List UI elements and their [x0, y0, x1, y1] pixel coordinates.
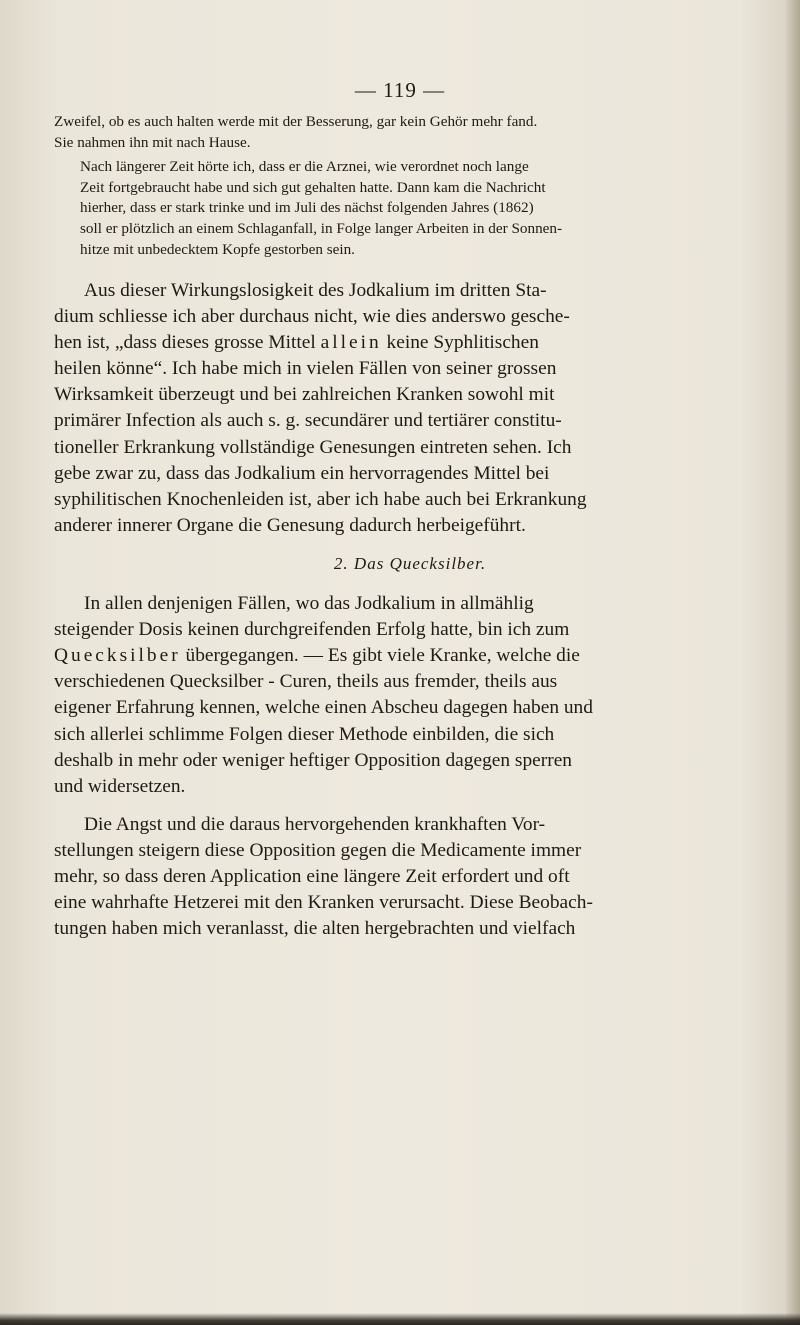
page-number: — 119 —	[354, 78, 446, 102]
text-line: anderer innerer Organe die Genesung dadurch herbeigeführt.	[54, 514, 526, 536]
small-paragraph-report	[54, 157, 766, 260]
text-line-emphasis	[54, 330, 766, 356]
text-line: deshalb in mehr oder weniger heftiger Opposition dagegen sperren	[54, 749, 572, 771]
text-line: steigender Dosis keinen durchgreifenden Erfolg hatte, bin ich zum	[54, 619, 570, 641]
emphasized-word: Quecksilber	[54, 645, 181, 667]
text-line: Wirksamkeit überzeugt und bei zahlreichen Kranken sowohl mit	[54, 384, 555, 406]
text-line: eine wahrhafte Hetzerei mit den Kranken verursacht. Diese Beobach-	[54, 892, 593, 914]
text-segment: keine Syphlitischen	[381, 332, 539, 354]
text-segment: hen ist, „dass dieses grosse Mittel	[54, 332, 321, 354]
page-bottom-edge	[0, 1313, 800, 1325]
text-line: und widersetzen.	[54, 775, 186, 797]
paragraph-quecksilber	[54, 591, 766, 800]
section-heading: 2. Das Quecksilber.	[333, 553, 487, 573]
text-line: syphilitischen Knochenleiden ist, aber ich habe auch bei Erkrankung	[54, 488, 587, 510]
text-line-emphasis	[54, 643, 766, 669]
text-line: Sie nahmen ihn mit nach Hause.	[54, 133, 251, 151]
text-line: stellungen steigern diese Opposition gegen die Medicamente immer	[54, 839, 582, 861]
text-line: verschiedenen Quecksilber - Curen, theils aus fremder, theils aus	[54, 671, 558, 693]
text-line: sich allerlei schlimme Folgen dieser Methode einbilden, die sich	[54, 723, 555, 745]
text-line: eigener Erfahrung kennen, welche einen Abscheu dagegen haben und	[54, 697, 593, 719]
paragraph-angst	[54, 812, 766, 942]
small-paragraph-continuation	[54, 112, 766, 153]
text-line: In allen denjenigen Fällen, wo das Jodkalium in allmählig	[84, 593, 534, 615]
page-spine-shadow	[786, 0, 800, 1325]
text-line: hitze mit unbedecktem Kopfe gestorben sein.	[80, 240, 355, 258]
text-line: hierher, dass er stark trinke und im Juli des nächst folgenden Jahres (1862)	[80, 199, 534, 217]
text-segment: übergegangen. — Es gibt viele Kranke, welche die	[180, 645, 580, 667]
text-line: Nach längerer Zeit hörte ich, dass er die Arznei, wie verordnet noch lange	[80, 158, 529, 176]
text-line: Zeit fortgebraucht habe und sich gut gehalten hatte. Dann kam die Nachricht	[80, 178, 546, 196]
small-print-section	[54, 112, 766, 260]
emphasized-word: allein	[320, 332, 382, 354]
main-text-section	[54, 278, 766, 942]
text-line: heilen könne“. Ich habe mich in vielen Fällen von seiner grossen	[54, 358, 557, 380]
text-line: tungen haben mich veranlasst, die alten hergebrachten und vielfach	[54, 918, 576, 940]
text-line: soll er plötzlich an einem Schlaganfall, in Folge langer Arbeiten in der Sonnen-	[80, 219, 563, 237]
text-line: primärer Infection als auch s. g. secundärer und tertiärer constitu-	[54, 410, 562, 432]
text-line: Zweifel, ob es auch halten werde mit der Besserung, gar kein Gehör mehr fand.	[54, 113, 538, 130]
text-line: gebe zwar zu, dass das Jodkalium ein hervorragendes Mittel bei	[54, 462, 550, 484]
text-line: Die Angst und die daraus hervorgehenden krankhaften Vor-	[84, 813, 546, 835]
paragraph-jodkalium	[54, 278, 766, 539]
text-line: mehr, so dass deren Application eine längere Zeit erfordert und oft	[54, 865, 570, 887]
text-line: Aus dieser Wirkungslosigkeit des Jodkalium im dritten Sta-	[84, 280, 547, 301]
text-line: tioneller Erkrankung vollständige Genesungen eintreten sehen. Ich	[54, 436, 572, 458]
text-line: dium schliesse ich aber durchaus nicht, wie dies anderswo gesche-	[54, 306, 570, 328]
